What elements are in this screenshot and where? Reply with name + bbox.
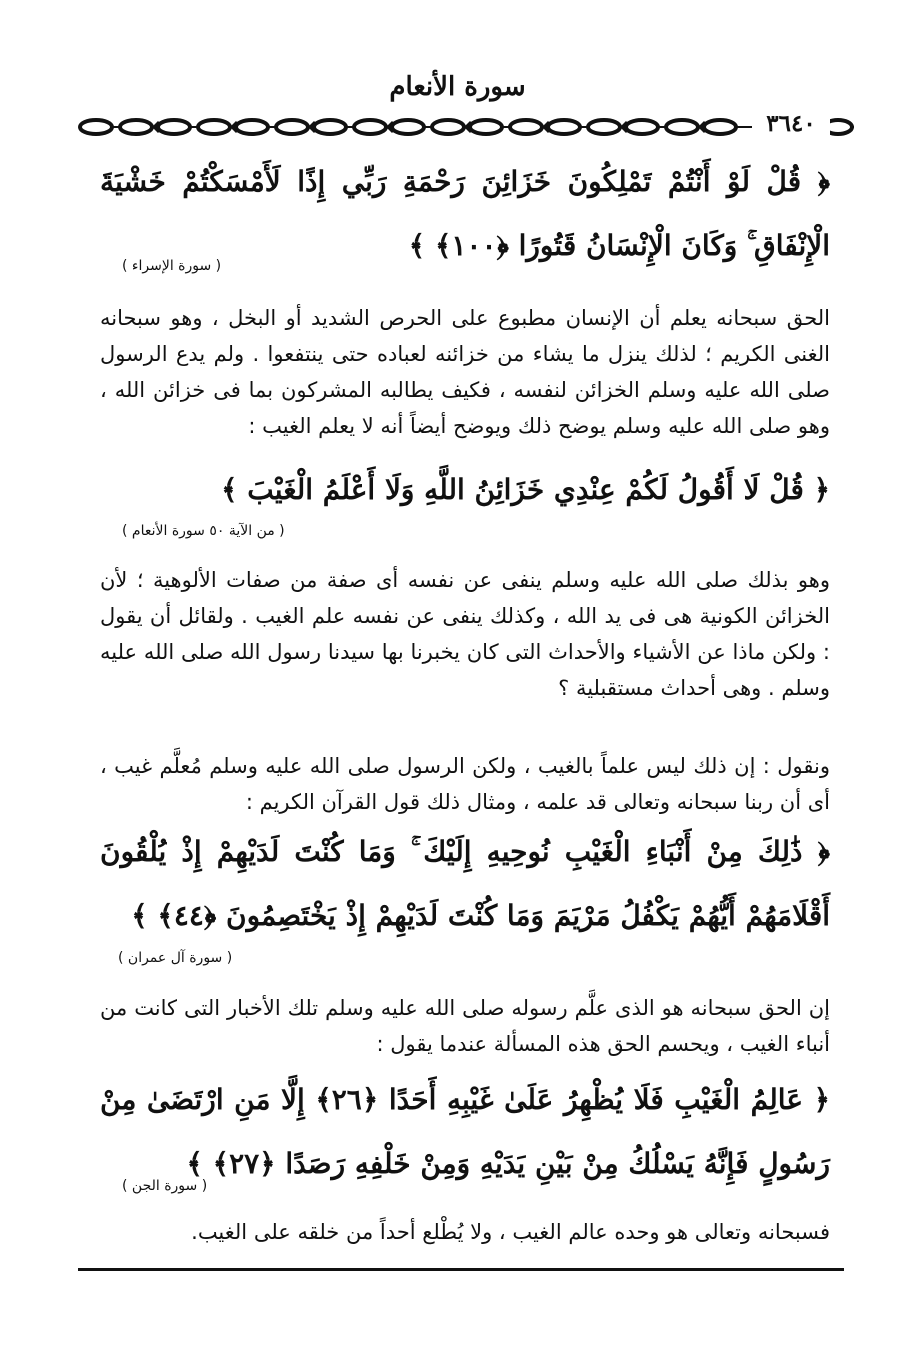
- chain-link: [666, 120, 698, 134]
- chain-link: [470, 120, 502, 134]
- quran-verse: ﴿ قُلْ لَا أَقُولُ لَكُمْ عِنْدِي خَزَائِنُ اللَّهِ وَلَا أَعْلَمُ الْغَيْبَ ﴾: [221, 473, 830, 506]
- chain-link: [704, 120, 736, 134]
- commentary-paragraph: إن الحق سبحانه هو الذى علَّم رسوله صلى الله عليه وسلم تلك الأخبار التى كانت من أنباء الغيب ، ويحسم الحق هذه المسألة عندما يقول :: [100, 996, 830, 1056]
- surah-citation: ( سورة الإسراء ): [122, 258, 222, 274]
- surah-title: سورة الأنعام: [389, 72, 526, 102]
- surah-citation: ( من الآية ٥٠ سورة الأنعام ): [122, 523, 285, 539]
- chain-link: [80, 120, 112, 134]
- chain-link: [392, 120, 424, 134]
- quran-verse: ﴿ قُلْ لَوْ أَنْتُمْ تَمْلِكُونَ خَزَائِنَ رَحْمَةِ رَبِّي إِذًا لَأَمْسَكْتُمْ خَشْيَةَ الْإِنْفَاقِ ۚ وَكَانَ الْإِنْسَانُ قَتُورًا ﴿١٠٠﴾ ﴾: [100, 165, 830, 262]
- ornamental-border: [78, 112, 858, 142]
- chain-link: [432, 120, 464, 134]
- chain-link: [120, 120, 152, 134]
- chain-link: [588, 120, 620, 134]
- chain-link: [354, 120, 386, 134]
- chain-link: [236, 120, 268, 134]
- commentary-paragraph: فسبحانه وتعالى هو وحده عالم الغيب ، ولا يُطْلع أحداً من خلقه على الغيب.: [191, 1220, 830, 1244]
- footer-rule: [78, 1268, 844, 1271]
- chain-link: [198, 120, 230, 134]
- chain-link: [626, 120, 658, 134]
- chain-link: [548, 120, 580, 134]
- commentary-paragraph: وهو بذلك صلى الله عليه وسلم ينفى عن نفسه أى صفة من صفات الألوهية ؛ لأن الخزائن الكونية هى فى يد الله ، وكذلك ينفى عن نفسه علم الغيب . ولقائل أن يقول : ولكن ماذا عن الأشياء والأحداث التى كان يخبرنا بها سيدنا رسول الله صلى الله عليه وسلم . وهى أحداث مستقبلية ؟: [100, 568, 830, 700]
- surah-citation: ( سورة آل عمران ): [118, 950, 233, 966]
- commentary-paragraph: الحق سبحانه يعلم أن الإنسان مطبوع على الحرص الشديد أو البخل ، وهو سبحانه الغنى الكريم ؛ لذلك ينزل ما يشاء من خزائنه لعباده حتى ينتفعوا . ولم يدع الرسول صلى الله عليه وسلم الخزائن لنفسه ، فكيف يطالبه المشركون بما فى خزائن الله ، وهو صلى الله عليه وسلم يوضح ذلك ويوضح أيضاً أنه لا يعلم الغيب :: [100, 306, 830, 438]
- chain-link: [510, 120, 542, 134]
- quran-verse: ﴿ عَالِمُ الْغَيْبِ فَلَا يُظْهِرُ عَلَىٰ غَيْبِهِ أَحَدًا ﴿٢٦﴾ إِلَّا مَنِ ارْتَضَىٰ مِنْ رَسُولٍ فَإِنَّهُ يَسْلُكُ مِنْ بَيْنِ يَدَيْهِ وَمِنْ خَلْفِهِ رَصَدًا ﴿٢٧﴾ ﴾: [100, 1083, 830, 1180]
- chain-link: [314, 120, 346, 134]
- quran-verse: ﴿ ذَٰلِكَ مِنْ أَنْبَاءِ الْغَيْبِ نُوحِيهِ إِلَيْكَ ۚ وَمَا كُنْتَ لَدَيْهِمْ إِذْ يُلْقُونَ أَقْلَامَهُمْ أَيُّهُمْ يَكْفُلُ مَرْيَمَ وَمَا كُنْتَ لَدَيْهِمْ إِذْ يَخْتَصِمُونَ ﴿٤٤﴾ ﴾: [100, 835, 830, 932]
- surah-citation: ( سورة الجن ): [122, 1178, 208, 1194]
- page-number: ٣٦٤٠: [752, 110, 830, 138]
- chain-link: [158, 120, 190, 134]
- commentary-paragraph: ونقول : إن ذلك ليس علماً بالغيب ، ولكن الرسول صلى الله عليه وسلم مُعلَّم غيب ، أى أن ربنا سبحانه وتعالى قد علمه ، ومثال ذلك قول القرآن الكريم :: [100, 754, 830, 814]
- chain-link: [276, 120, 308, 134]
